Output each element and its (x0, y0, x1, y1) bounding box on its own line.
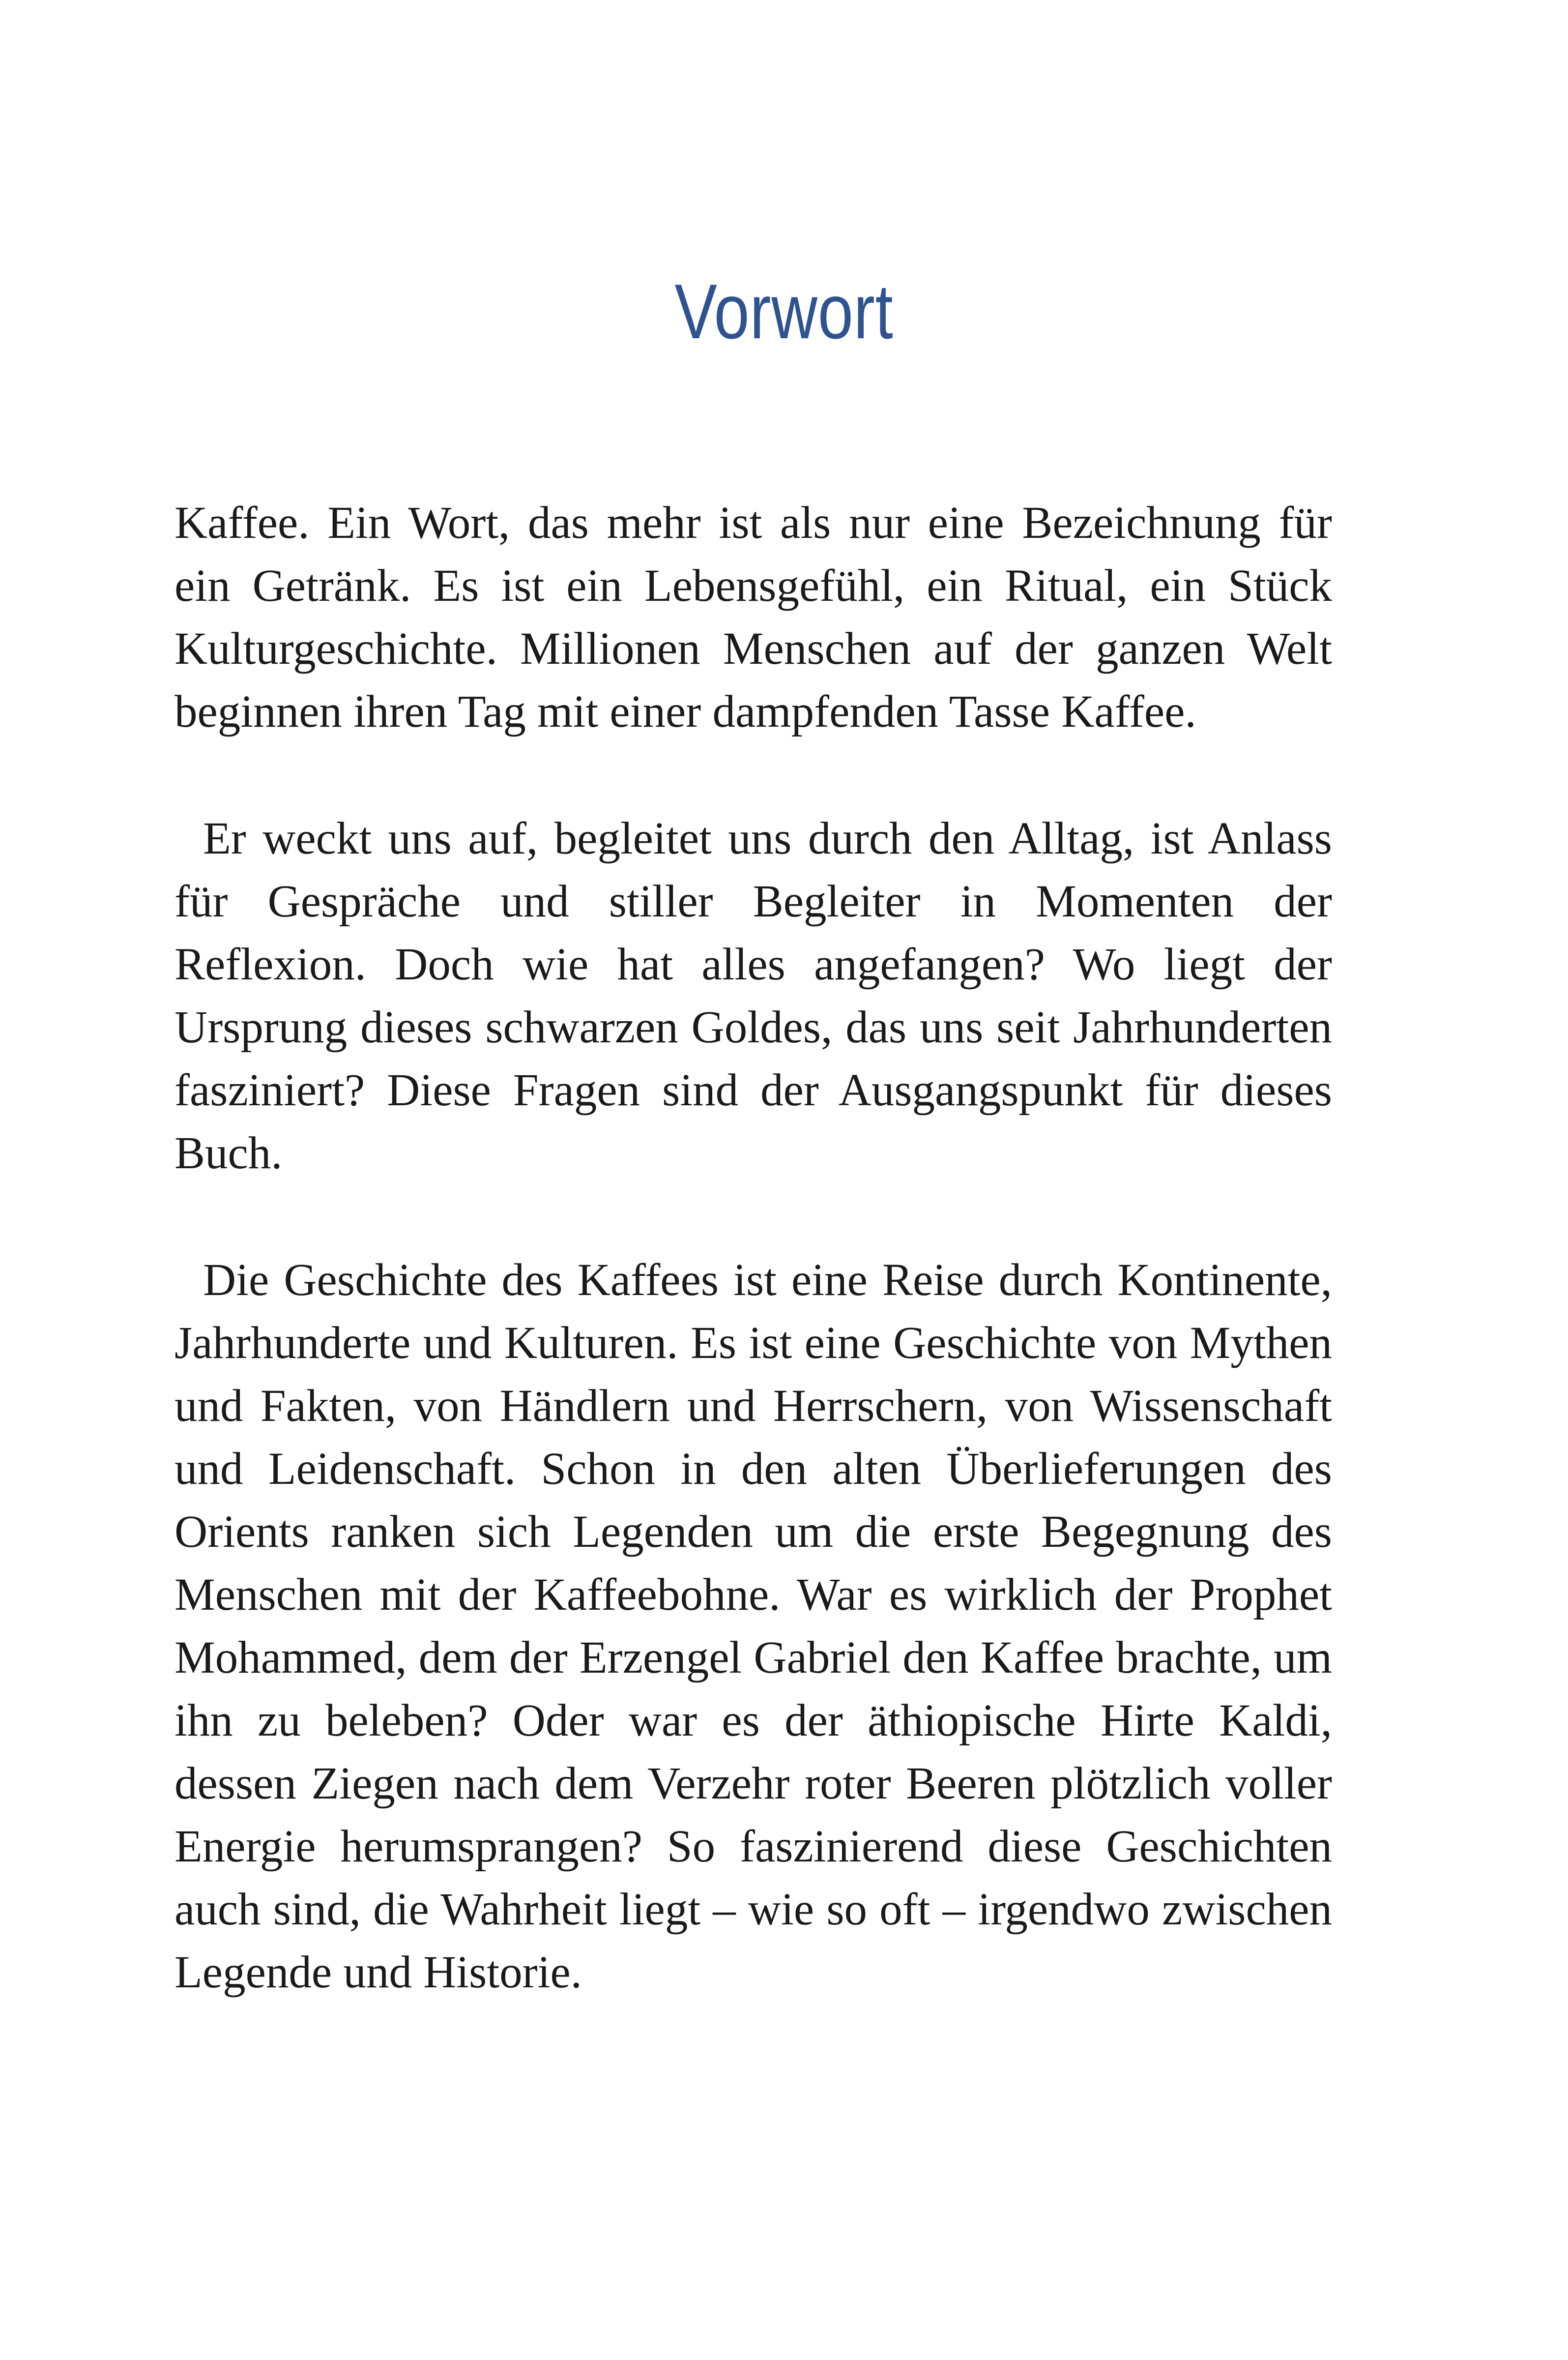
chapter-body (174, 492, 1332, 2068)
paragraph-2: Er weckt uns auf, begleitet uns durch den Alltag, ist Anlass für Gespräche und stiller Begleiter in Momenten der Reflexion. Doch wie hat alles angefangen? Wo liegt der Ursprung dieses schwarzen Goldes, das uns seit Jahrhunderten fasziniert? Diese Fragen sind der Ausgangspunkt für dieses Buch. (174, 813, 1332, 1179)
paragraph-3: Die Geschichte des Kaffees ist eine Reise durch Kontinente, Jahrhunderte und Kulturen. Es ist eine Geschichte von Mythen und Fakten, von Händlern und Herrschern, von Wissenschaft und Leidenschaft. Schon in den alten Überlieferungen des Orients ranken sich Legenden um die erste Begegnung des Menschen mit der Kaffeebohne. War es wirklich der Prophet Mohammed, dem der Erzengel Gabriel den Kaffee brachte, um ihn zu beleben? Oder war es der äthiopische Hirte Kaldi, dessen Ziegen nach dem Verzehr roter Beeren plötzlich voller Energie herumsprangen? So faszinierend diese Geschichten auch sind, die Wahrheit liegt – wie so oft – irgendwo zwischen Legende und Historie. (174, 1255, 1332, 1998)
paragraph-1: Kaffee. Ein Wort, das mehr ist als nur eine Bezeichnung für ein Getränk. Es ist ein Lebensgefühl, ein Ritual, ein Stück Kulturgeschichte. Millionen Menschen auf der ganzen Welt beginnen ihren Tag mit einer dampfenden Tasse Kaffee. (174, 498, 1332, 737)
chapter-title: Vorwort (674, 268, 894, 355)
